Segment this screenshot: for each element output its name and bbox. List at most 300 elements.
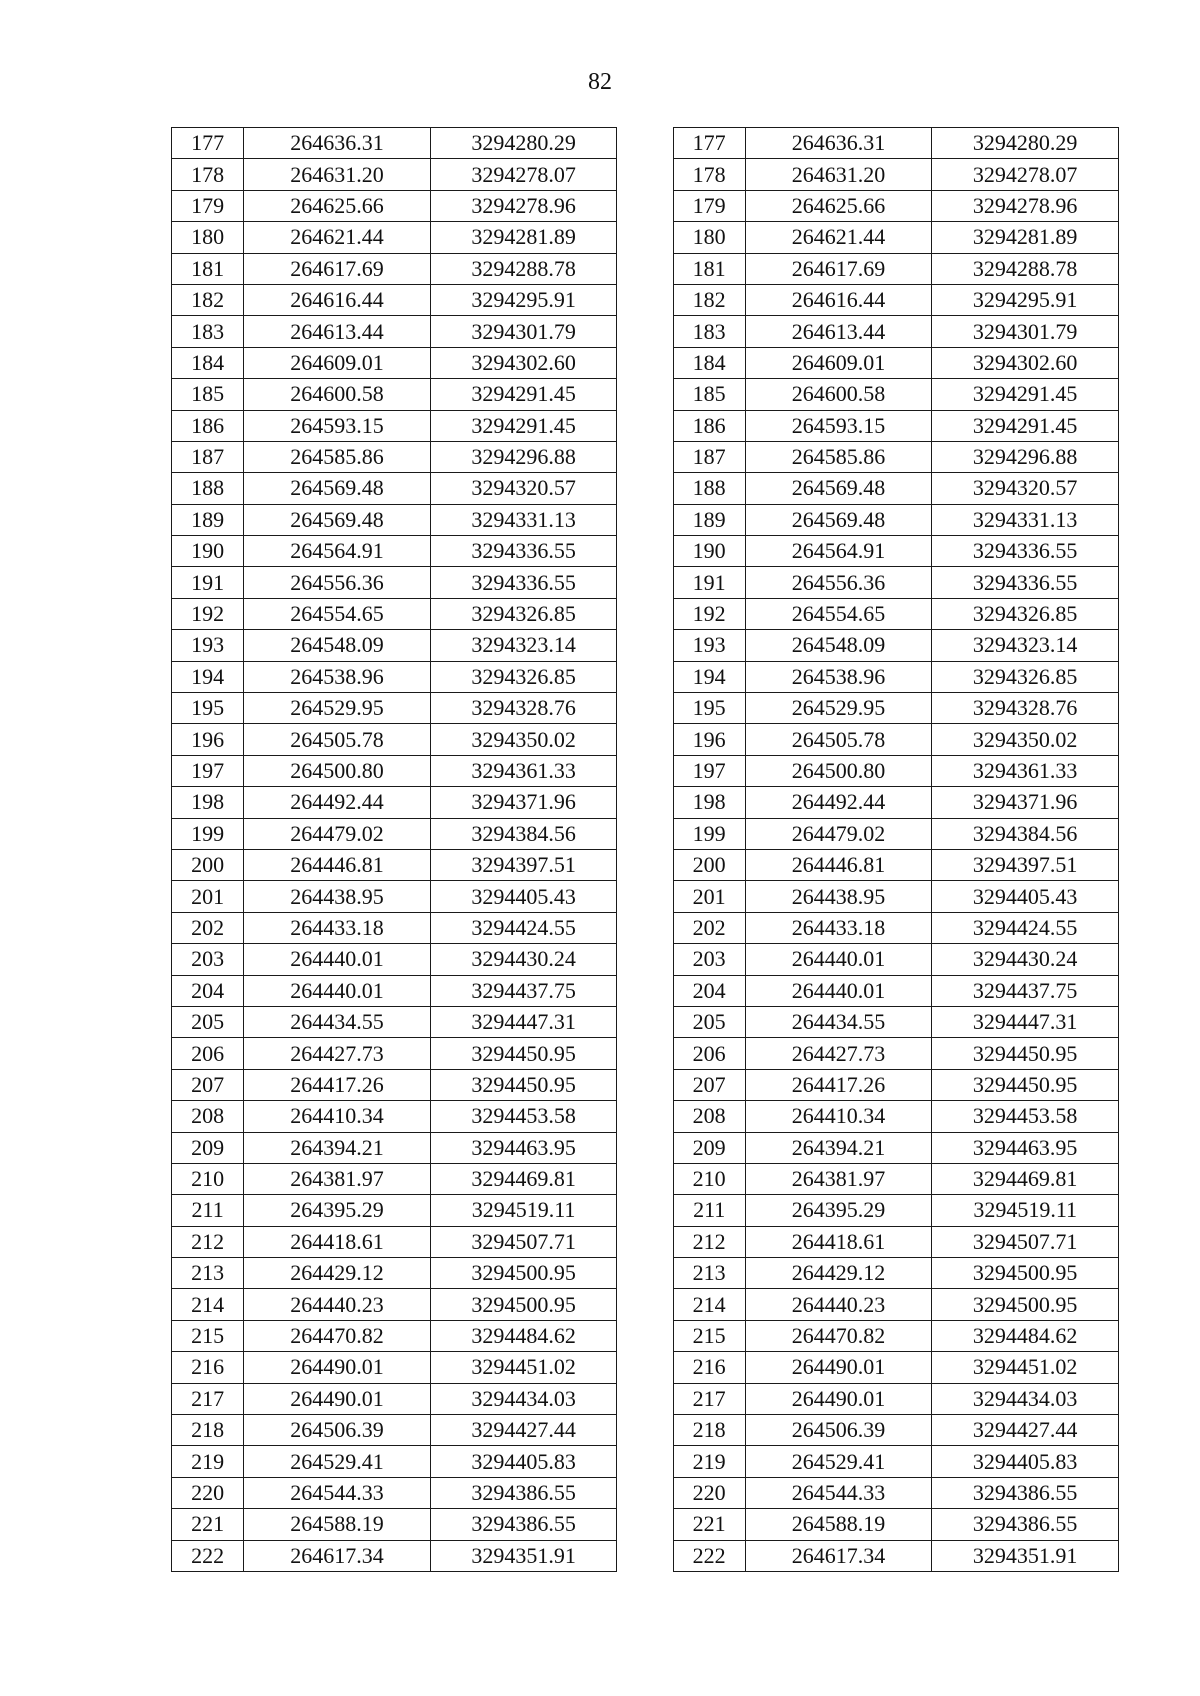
column-gap-cell: [617, 1195, 673, 1226]
right-x-coordinate-cell: 264621.44: [745, 222, 932, 253]
left-x-coordinate-cell: 264548.09: [244, 630, 431, 661]
left-point-number-cell: 191: [172, 567, 244, 598]
table-row: [172, 1446, 1119, 1477]
column-gap-cell: [617, 1383, 673, 1414]
column-gap-cell: [617, 598, 673, 629]
left-x-coordinate-cell: 264600.58: [244, 379, 431, 410]
table-row: [172, 1258, 1119, 1289]
column-gap-cell: [617, 975, 673, 1006]
table-row: [172, 944, 1119, 975]
left-point-number-cell: 188: [172, 473, 244, 504]
right-x-coordinate-cell: 264505.78: [745, 724, 932, 755]
table-row: [172, 881, 1119, 912]
coordinates-table: [171, 127, 1119, 1572]
right-x-coordinate-cell: 264569.48: [745, 473, 932, 504]
right-x-coordinate-cell: 264429.12: [745, 1258, 932, 1289]
column-gap-cell: [617, 190, 673, 221]
left-y-coordinate-cell: 3294386.55: [430, 1509, 617, 1540]
right-point-number-cell: 217: [673, 1383, 745, 1414]
left-y-coordinate-cell: 3294291.45: [430, 379, 617, 410]
right-point-number-cell: 204: [673, 975, 745, 1006]
left-x-coordinate-cell: 264544.33: [244, 1477, 431, 1508]
left-point-number-cell: 181: [172, 253, 244, 284]
left-x-coordinate-cell: 264427.73: [244, 1038, 431, 1069]
left-y-coordinate-cell: 3294361.33: [430, 755, 617, 786]
right-y-coordinate-cell: 3294323.14: [932, 630, 1119, 661]
left-point-number-cell: 221: [172, 1509, 244, 1540]
right-y-coordinate-cell: 3294450.95: [932, 1069, 1119, 1100]
table-row: [172, 1477, 1119, 1508]
table-row: [172, 724, 1119, 755]
table-row: [172, 347, 1119, 378]
left-x-coordinate-cell: 264440.01: [244, 944, 431, 975]
column-gap-cell: [617, 912, 673, 943]
left-point-number-cell: 185: [172, 379, 244, 410]
column-gap-cell: [617, 536, 673, 567]
left-y-coordinate-cell: 3294405.83: [430, 1446, 617, 1477]
left-y-coordinate-cell: 3294336.55: [430, 567, 617, 598]
column-gap-cell: [617, 1446, 673, 1477]
right-y-coordinate-cell: 3294328.76: [932, 693, 1119, 724]
right-y-coordinate-cell: 3294424.55: [932, 912, 1119, 943]
left-y-coordinate-cell: 3294328.76: [430, 693, 617, 724]
coordinates-table-body: [172, 128, 1119, 1572]
right-point-number-cell: 218: [673, 1415, 745, 1446]
right-y-coordinate-cell: 3294296.88: [932, 441, 1119, 472]
right-point-number-cell: 184: [673, 347, 745, 378]
left-point-number-cell: 192: [172, 598, 244, 629]
right-x-coordinate-cell: 264417.26: [745, 1069, 932, 1100]
table-row: [172, 1352, 1119, 1383]
left-point-number-cell: 204: [172, 975, 244, 1006]
left-point-number-cell: 222: [172, 1540, 244, 1571]
right-point-number-cell: 192: [673, 598, 745, 629]
right-x-coordinate-cell: 264593.15: [745, 410, 932, 441]
left-point-number-cell: 212: [172, 1226, 244, 1257]
right-y-coordinate-cell: 3294397.51: [932, 849, 1119, 880]
column-gap-cell: [617, 1477, 673, 1508]
right-y-coordinate-cell: 3294280.29: [932, 128, 1119, 159]
right-point-number-cell: 196: [673, 724, 745, 755]
column-gap-cell: [617, 693, 673, 724]
left-y-coordinate-cell: 3294288.78: [430, 253, 617, 284]
left-x-coordinate-cell: 264433.18: [244, 912, 431, 943]
left-point-number-cell: 198: [172, 787, 244, 818]
left-point-number-cell: 214: [172, 1289, 244, 1320]
left-y-coordinate-cell: 3294424.55: [430, 912, 617, 943]
right-point-number-cell: 211: [673, 1195, 745, 1226]
left-x-coordinate-cell: 264506.39: [244, 1415, 431, 1446]
right-x-coordinate-cell: 264529.95: [745, 693, 932, 724]
table-row: [172, 316, 1119, 347]
column-gap-cell: [617, 661, 673, 692]
left-point-number-cell: 183: [172, 316, 244, 347]
table-row: [172, 1038, 1119, 1069]
table-row: [172, 630, 1119, 661]
table-row: [172, 1289, 1119, 1320]
right-x-coordinate-cell: 264427.73: [745, 1038, 932, 1069]
left-y-coordinate-cell: 3294278.96: [430, 190, 617, 221]
table-row: [172, 253, 1119, 284]
left-y-coordinate-cell: 3294301.79: [430, 316, 617, 347]
right-point-number-cell: 193: [673, 630, 745, 661]
right-x-coordinate-cell: 264446.81: [745, 849, 932, 880]
table-row: [172, 1540, 1119, 1571]
column-gap-cell: [617, 473, 673, 504]
right-point-number-cell: 178: [673, 159, 745, 190]
right-x-coordinate-cell: 264490.01: [745, 1352, 932, 1383]
left-x-coordinate-cell: 264418.61: [244, 1226, 431, 1257]
right-y-coordinate-cell: 3294371.96: [932, 787, 1119, 818]
left-x-coordinate-cell: 264492.44: [244, 787, 431, 818]
column-gap-cell: [617, 1415, 673, 1446]
right-y-coordinate-cell: 3294291.45: [932, 410, 1119, 441]
right-point-number-cell: 214: [673, 1289, 745, 1320]
right-x-coordinate-cell: 264556.36: [745, 567, 932, 598]
right-point-number-cell: 206: [673, 1038, 745, 1069]
left-x-coordinate-cell: 264616.44: [244, 284, 431, 315]
left-y-coordinate-cell: 3294463.95: [430, 1132, 617, 1163]
left-x-coordinate-cell: 264588.19: [244, 1509, 431, 1540]
column-gap-cell: [617, 504, 673, 535]
right-y-coordinate-cell: 3294278.96: [932, 190, 1119, 221]
left-point-number-cell: 179: [172, 190, 244, 221]
right-point-number-cell: 201: [673, 881, 745, 912]
table-row: [172, 190, 1119, 221]
right-x-coordinate-cell: 264381.97: [745, 1163, 932, 1194]
left-y-coordinate-cell: 3294484.62: [430, 1320, 617, 1351]
column-gap-cell: [617, 128, 673, 159]
left-point-number-cell: 184: [172, 347, 244, 378]
table-row: [172, 1226, 1119, 1257]
right-point-number-cell: 187: [673, 441, 745, 472]
right-point-number-cell: 181: [673, 253, 745, 284]
table-row: [172, 1132, 1119, 1163]
left-y-coordinate-cell: 3294437.75: [430, 975, 617, 1006]
left-x-coordinate-cell: 264569.48: [244, 504, 431, 535]
right-y-coordinate-cell: 3294326.85: [932, 661, 1119, 692]
right-y-coordinate-cell: 3294278.07: [932, 159, 1119, 190]
column-gap-cell: [617, 849, 673, 880]
column-gap-cell: [617, 316, 673, 347]
column-gap-cell: [617, 1038, 673, 1069]
right-y-coordinate-cell: 3294430.24: [932, 944, 1119, 975]
left-x-coordinate-cell: 264440.01: [244, 975, 431, 1006]
left-y-coordinate-cell: 3294291.45: [430, 410, 617, 441]
left-x-coordinate-cell: 264410.34: [244, 1101, 431, 1132]
table-row: [172, 441, 1119, 472]
left-point-number-cell: 203: [172, 944, 244, 975]
right-y-coordinate-cell: 3294295.91: [932, 284, 1119, 315]
right-y-coordinate-cell: 3294453.58: [932, 1101, 1119, 1132]
right-point-number-cell: 216: [673, 1352, 745, 1383]
left-y-coordinate-cell: 3294280.29: [430, 128, 617, 159]
table-row: [172, 1006, 1119, 1037]
right-point-number-cell: 194: [673, 661, 745, 692]
page-number: 82: [588, 69, 612, 95]
column-gap-cell: [617, 1352, 673, 1383]
right-x-coordinate-cell: 264479.02: [745, 818, 932, 849]
right-point-number-cell: 213: [673, 1258, 745, 1289]
left-x-coordinate-cell: 264446.81: [244, 849, 431, 880]
left-x-coordinate-cell: 264556.36: [244, 567, 431, 598]
right-point-number-cell: 191: [673, 567, 745, 598]
right-y-coordinate-cell: 3294302.60: [932, 347, 1119, 378]
right-x-coordinate-cell: 264544.33: [745, 1477, 932, 1508]
right-y-coordinate-cell: 3294326.85: [932, 598, 1119, 629]
left-x-coordinate-cell: 264538.96: [244, 661, 431, 692]
column-gap-cell: [617, 1509, 673, 1540]
left-y-coordinate-cell: 3294450.95: [430, 1038, 617, 1069]
left-y-coordinate-cell: 3294281.89: [430, 222, 617, 253]
column-gap-cell: [617, 818, 673, 849]
left-y-coordinate-cell: 3294453.58: [430, 1101, 617, 1132]
column-gap-cell: [617, 253, 673, 284]
left-x-coordinate-cell: 264613.44: [244, 316, 431, 347]
table-row: [172, 159, 1119, 190]
column-gap-cell: [617, 944, 673, 975]
left-y-coordinate-cell: 3294336.55: [430, 536, 617, 567]
right-point-number-cell: 221: [673, 1509, 745, 1540]
right-x-coordinate-cell: 264600.58: [745, 379, 932, 410]
left-x-coordinate-cell: 264440.23: [244, 1289, 431, 1320]
left-x-coordinate-cell: 264479.02: [244, 818, 431, 849]
table-row: [172, 128, 1119, 159]
table-row: [172, 1415, 1119, 1446]
right-x-coordinate-cell: 264554.65: [745, 598, 932, 629]
table-row: [172, 818, 1119, 849]
right-x-coordinate-cell: 264418.61: [745, 1226, 932, 1257]
right-x-coordinate-cell: 264506.39: [745, 1415, 932, 1446]
table-row: [172, 849, 1119, 880]
left-point-number-cell: 208: [172, 1101, 244, 1132]
left-point-number-cell: 199: [172, 818, 244, 849]
left-point-number-cell: 180: [172, 222, 244, 253]
table-row: [172, 222, 1119, 253]
right-x-coordinate-cell: 264529.41: [745, 1446, 932, 1477]
right-x-coordinate-cell: 264609.01: [745, 347, 932, 378]
right-x-coordinate-cell: 264470.82: [745, 1320, 932, 1351]
table-row: [172, 1320, 1119, 1351]
column-gap-cell: [617, 222, 673, 253]
left-x-coordinate-cell: 264500.80: [244, 755, 431, 786]
right-y-coordinate-cell: 3294519.11: [932, 1195, 1119, 1226]
right-x-coordinate-cell: 264617.34: [745, 1540, 932, 1571]
left-y-coordinate-cell: 3294320.57: [430, 473, 617, 504]
right-point-number-cell: 195: [673, 693, 745, 724]
table-row: [172, 1195, 1119, 1226]
left-point-number-cell: 193: [172, 630, 244, 661]
right-y-coordinate-cell: 3294336.55: [932, 536, 1119, 567]
column-gap-cell: [617, 1006, 673, 1037]
table-row: [172, 598, 1119, 629]
left-y-coordinate-cell: 3294500.95: [430, 1289, 617, 1320]
table-row: [172, 1069, 1119, 1100]
right-x-coordinate-cell: 264440.23: [745, 1289, 932, 1320]
left-point-number-cell: 202: [172, 912, 244, 943]
right-point-number-cell: 212: [673, 1226, 745, 1257]
right-x-coordinate-cell: 264548.09: [745, 630, 932, 661]
left-point-number-cell: 219: [172, 1446, 244, 1477]
right-x-coordinate-cell: 264490.01: [745, 1383, 932, 1414]
left-y-coordinate-cell: 3294326.85: [430, 661, 617, 692]
right-x-coordinate-cell: 264613.44: [745, 316, 932, 347]
left-point-number-cell: 190: [172, 536, 244, 567]
left-y-coordinate-cell: 3294323.14: [430, 630, 617, 661]
left-point-number-cell: 196: [172, 724, 244, 755]
left-x-coordinate-cell: 264438.95: [244, 881, 431, 912]
column-gap-cell: [617, 1258, 673, 1289]
left-y-coordinate-cell: 3294434.03: [430, 1383, 617, 1414]
right-point-number-cell: 177: [673, 128, 745, 159]
right-x-coordinate-cell: 264631.20: [745, 159, 932, 190]
left-y-coordinate-cell: 3294427.44: [430, 1415, 617, 1446]
left-point-number-cell: 178: [172, 159, 244, 190]
right-y-coordinate-cell: 3294434.03: [932, 1383, 1119, 1414]
left-point-number-cell: 200: [172, 849, 244, 880]
table-row: [172, 787, 1119, 818]
left-y-coordinate-cell: 3294350.02: [430, 724, 617, 755]
table-row: [172, 661, 1119, 692]
left-point-number-cell: 217: [172, 1383, 244, 1414]
right-x-coordinate-cell: 264625.66: [745, 190, 932, 221]
left-x-coordinate-cell: 264529.95: [244, 693, 431, 724]
right-x-coordinate-cell: 264617.69: [745, 253, 932, 284]
left-x-coordinate-cell: 264585.86: [244, 441, 431, 472]
left-point-number-cell: 195: [172, 693, 244, 724]
left-x-coordinate-cell: 264631.20: [244, 159, 431, 190]
right-y-coordinate-cell: 3294450.95: [932, 1038, 1119, 1069]
left-point-number-cell: 211: [172, 1195, 244, 1226]
left-y-coordinate-cell: 3294451.02: [430, 1352, 617, 1383]
table-row: [172, 755, 1119, 786]
left-y-coordinate-cell: 3294302.60: [430, 347, 617, 378]
right-y-coordinate-cell: 3294447.31: [932, 1006, 1119, 1037]
right-x-coordinate-cell: 264500.80: [745, 755, 932, 786]
column-gap-cell: [617, 379, 673, 410]
left-x-coordinate-cell: 264564.91: [244, 536, 431, 567]
right-y-coordinate-cell: 3294288.78: [932, 253, 1119, 284]
left-y-coordinate-cell: 3294519.11: [430, 1195, 617, 1226]
left-x-coordinate-cell: 264505.78: [244, 724, 431, 755]
table-row: [172, 1509, 1119, 1540]
left-point-number-cell: 189: [172, 504, 244, 535]
left-y-coordinate-cell: 3294405.43: [430, 881, 617, 912]
right-point-number-cell: 219: [673, 1446, 745, 1477]
right-point-number-cell: 188: [673, 473, 745, 504]
left-y-coordinate-cell: 3294430.24: [430, 944, 617, 975]
left-x-coordinate-cell: 264636.31: [244, 128, 431, 159]
left-y-coordinate-cell: 3294500.95: [430, 1258, 617, 1289]
table-row: [172, 410, 1119, 441]
left-point-number-cell: 187: [172, 441, 244, 472]
column-gap-cell: [617, 441, 673, 472]
right-y-coordinate-cell: 3294386.55: [932, 1509, 1119, 1540]
left-x-coordinate-cell: 264394.21: [244, 1132, 431, 1163]
table-row: [172, 693, 1119, 724]
table-row: [172, 504, 1119, 535]
right-x-coordinate-cell: 264564.91: [745, 536, 932, 567]
right-x-coordinate-cell: 264410.34: [745, 1101, 932, 1132]
right-point-number-cell: 208: [673, 1101, 745, 1132]
left-x-coordinate-cell: 264554.65: [244, 598, 431, 629]
column-gap-cell: [617, 787, 673, 818]
right-x-coordinate-cell: 264395.29: [745, 1195, 932, 1226]
column-gap-cell: [617, 410, 673, 441]
right-point-number-cell: 189: [673, 504, 745, 535]
right-y-coordinate-cell: 3294405.43: [932, 881, 1119, 912]
left-x-coordinate-cell: 264490.01: [244, 1352, 431, 1383]
right-y-coordinate-cell: 3294281.89: [932, 222, 1119, 253]
left-y-coordinate-cell: 3294326.85: [430, 598, 617, 629]
table-row: [172, 284, 1119, 315]
right-x-coordinate-cell: 264588.19: [745, 1509, 932, 1540]
right-y-coordinate-cell: 3294437.75: [932, 975, 1119, 1006]
right-point-number-cell: 202: [673, 912, 745, 943]
left-y-coordinate-cell: 3294295.91: [430, 284, 617, 315]
right-y-coordinate-cell: 3294463.95: [932, 1132, 1119, 1163]
right-x-coordinate-cell: 264438.95: [745, 881, 932, 912]
right-y-coordinate-cell: 3294386.55: [932, 1477, 1119, 1508]
left-x-coordinate-cell: 264470.82: [244, 1320, 431, 1351]
left-y-coordinate-cell: 3294384.56: [430, 818, 617, 849]
left-x-coordinate-cell: 264417.26: [244, 1069, 431, 1100]
left-x-coordinate-cell: 264609.01: [244, 347, 431, 378]
column-gap-cell: [617, 1289, 673, 1320]
column-gap-cell: [617, 1101, 673, 1132]
right-x-coordinate-cell: 264394.21: [745, 1132, 932, 1163]
right-y-coordinate-cell: 3294507.71: [932, 1226, 1119, 1257]
right-point-number-cell: 205: [673, 1006, 745, 1037]
left-x-coordinate-cell: 264429.12: [244, 1258, 431, 1289]
right-y-coordinate-cell: 3294350.02: [932, 724, 1119, 755]
right-x-coordinate-cell: 264538.96: [745, 661, 932, 692]
column-gap-cell: [617, 630, 673, 661]
left-y-coordinate-cell: 3294397.51: [430, 849, 617, 880]
right-y-coordinate-cell: 3294291.45: [932, 379, 1119, 410]
right-y-coordinate-cell: 3294351.91: [932, 1540, 1119, 1571]
column-gap-cell: [617, 347, 673, 378]
column-gap-cell: [617, 284, 673, 315]
left-x-coordinate-cell: 264490.01: [244, 1383, 431, 1414]
right-point-number-cell: 199: [673, 818, 745, 849]
left-point-number-cell: 177: [172, 128, 244, 159]
right-point-number-cell: 198: [673, 787, 745, 818]
left-x-coordinate-cell: 264593.15: [244, 410, 431, 441]
right-y-coordinate-cell: 3294336.55: [932, 567, 1119, 598]
left-x-coordinate-cell: 264617.34: [244, 1540, 431, 1571]
left-point-number-cell: 215: [172, 1320, 244, 1351]
right-y-coordinate-cell: 3294469.81: [932, 1163, 1119, 1194]
right-point-number-cell: 209: [673, 1132, 745, 1163]
right-y-coordinate-cell: 3294451.02: [932, 1352, 1119, 1383]
right-x-coordinate-cell: 264433.18: [745, 912, 932, 943]
left-point-number-cell: 209: [172, 1132, 244, 1163]
table-row: [172, 536, 1119, 567]
right-y-coordinate-cell: 3294405.83: [932, 1446, 1119, 1477]
right-x-coordinate-cell: 264434.55: [745, 1006, 932, 1037]
left-x-coordinate-cell: 264625.66: [244, 190, 431, 221]
left-y-coordinate-cell: 3294296.88: [430, 441, 617, 472]
left-x-coordinate-cell: 264569.48: [244, 473, 431, 504]
column-gap-cell: [617, 567, 673, 598]
table-row: [172, 473, 1119, 504]
left-point-number-cell: 205: [172, 1006, 244, 1037]
right-x-coordinate-cell: 264616.44: [745, 284, 932, 315]
table-row: [172, 567, 1119, 598]
column-gap-cell: [617, 724, 673, 755]
column-gap-cell: [617, 1163, 673, 1194]
